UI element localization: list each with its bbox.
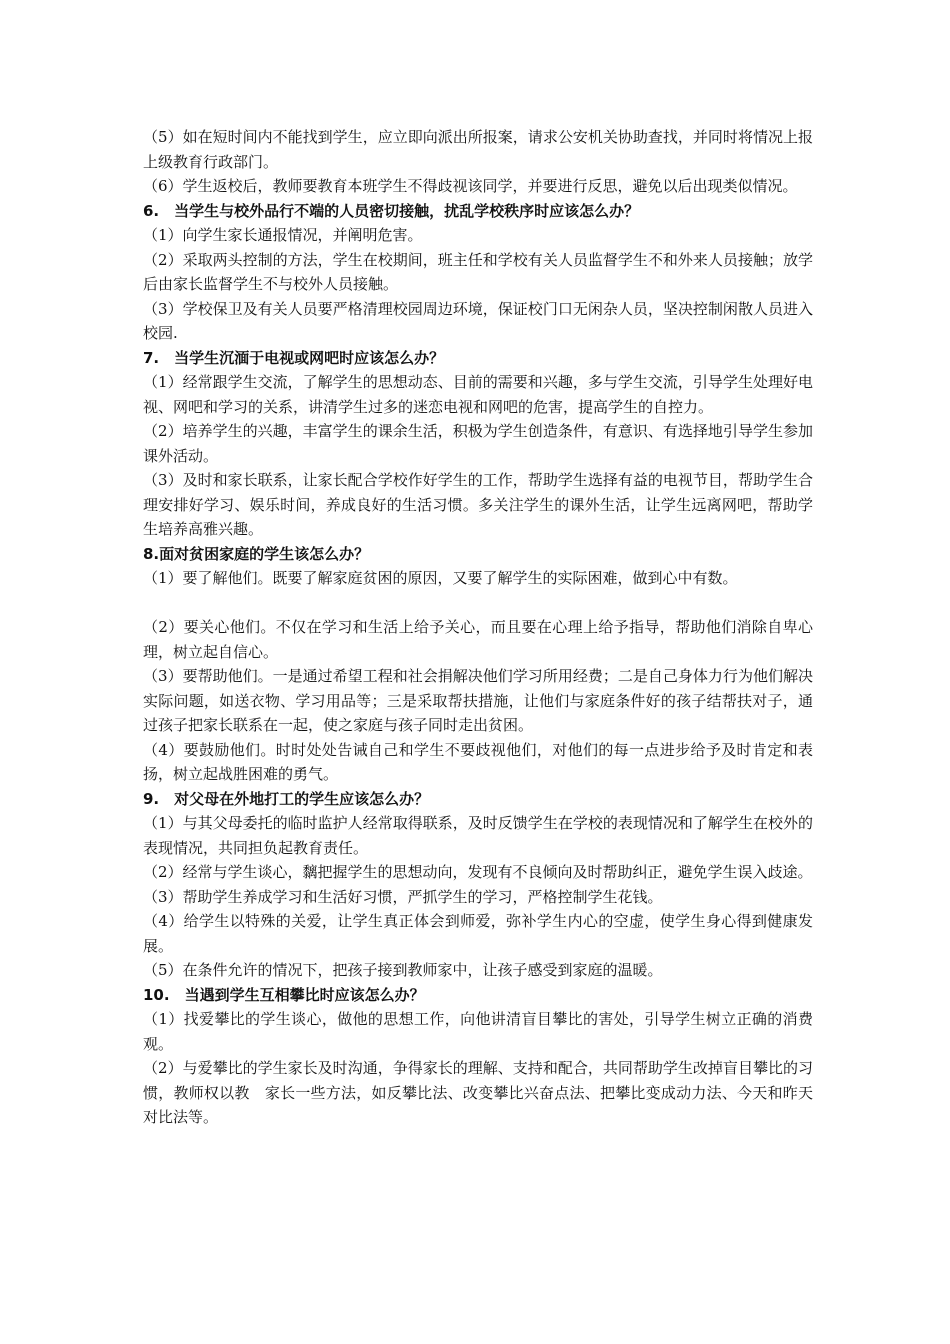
paragraph: （3）要帮助他们。一是通过希望工程和社会捐解决他们学习所用经费；二是自己身体力行为他们解决实际问题，如送衣物、学习用品等；三是采取帮扶措施，让他们与家庭条件好的孩子结帮扶对子，通过孩子把家长联系在一起，使之家庭与孩子同时走出贫困。 xyxy=(143,667,813,734)
paragraph: （2）培养学生的兴趣，丰富学生的课余生活，积极为学生创造条件，有意识、有选择地引导学生参加课外活动。 xyxy=(143,422,813,465)
paragraph: （1）与其父母委托的临时监护人经常取得联系，及时反馈学生在学校的表现情况和了解学生在校外的表现情况，共同担负起教育责任。 xyxy=(143,814,813,857)
blank-line xyxy=(143,591,813,616)
question-heading-7: 7. 当学生沉湎于电视或网吧时应该怎么办？ xyxy=(143,348,445,367)
paragraph: （6）学生返校后，教师要教育本班学生不得歧视该同学，并要进行反思，避免以后出现类似情况。 xyxy=(143,177,798,195)
paragraph: （2）经常与学生谈心，黐把握学生的思想动向，发现有不良倾向及时帮助纠正，避免学生误入歧途。 xyxy=(143,863,813,881)
paragraph: （1）经常跟学生交流，了解学生的思想动态、目前的需要和兴趣，多与学生交流，引导学生处理好电视、网吧和学习的关系，讲清学生过多的迷恋电视和网吧的危害，提高学生的自控力。 xyxy=(143,373,813,416)
paragraph: （5）如在短时间内不能找到学生，应立即向派出所报案，请求公安机关协助查找，并同时将情况上报上级教育行政部门。 xyxy=(143,128,813,171)
document-body xyxy=(143,125,813,1130)
paragraph: （2）采取两头控制的方法，学生在校期间，班主任和学校有关人员监督学生不和外来人员接触；放学后由家长监督学生不与校外人员接触。 xyxy=(143,250,813,293)
paragraph: （1）向学生家长通报情况，并阐明危害。 xyxy=(143,226,423,244)
question-heading-9: 9. 对父母在外地打工的学生应该怎么办？ xyxy=(143,789,430,808)
paragraph: （4）给学生以特殊的关爱，让学生真正体会到师爱，弥补学生内心的空虚，使学生身心得到健康发展。 xyxy=(143,912,813,955)
paragraph: （4）要鼓励他们。时时处处告诫自己和学生不要歧视他们，对他们的每一点进步给予及时肯定和表扬，树立起战胜困难的勇气。 xyxy=(143,740,813,783)
paragraph: （2）要关心他们。不仅在学习和生活上给予关心，而且要在心理上给予指导，帮助他们消除自卑心理，树立起自信心。 xyxy=(143,618,813,661)
paragraph: （5）在条件允许的情况下，把孩子接到教师家中，让孩子感受到家庭的温暖。 xyxy=(143,961,663,979)
question-heading-6: 6. 当学生与校外品行不端的人员密切接触，扰乱学校秩序时应该怎么办？ xyxy=(143,201,640,220)
question-heading-8: 8.面对贫困家庭的学生该怎么办？ xyxy=(143,544,370,563)
paragraph: （2）与爱攀比的学生家长及时沟通，争得家长的理解、支持和配合，共同帮助学生改掉盲目攀比的习惯，教师权以教 家长一些方法，如反攀比法、改变攀比兴奋点法、把攀比变成动力法、今天和昨天对比法等。 xyxy=(143,1059,813,1126)
paragraph: （1）找爱攀比的学生谈心，做他的思想工作，向他讲清盲目攀比的害处，引导学生树立正确的消费观。 xyxy=(143,1010,813,1053)
paragraph: （3）学校保卫及有关人员要严格清理校园周边环境，保证校门口无闲杂人员，坚决控制闲散人员进入校园. xyxy=(143,299,813,342)
paragraph: （1）要了解他们。既要了解家庭贫困的原因，又要了解学生的实际困难，做到心中有数。 xyxy=(143,569,738,587)
question-heading-10: 10. 当遇到学生互相攀比时应该怎么办？ xyxy=(143,985,425,1004)
paragraph: （3）及时和家长联系，让家长配合学校作好学生的工作，帮助学生选择有益的电视节目，帮助学生合理安排好学习、娱乐时间，养成良好的生活习惯。多关注学生的课外生活，让学生远离网吧，帮助学生培养高雅兴趣。 xyxy=(143,471,813,538)
paragraph: （3）帮助学生养成学习和生活好习惯，严抓学生的学习，严格控制学生花钱。 xyxy=(143,887,663,906)
